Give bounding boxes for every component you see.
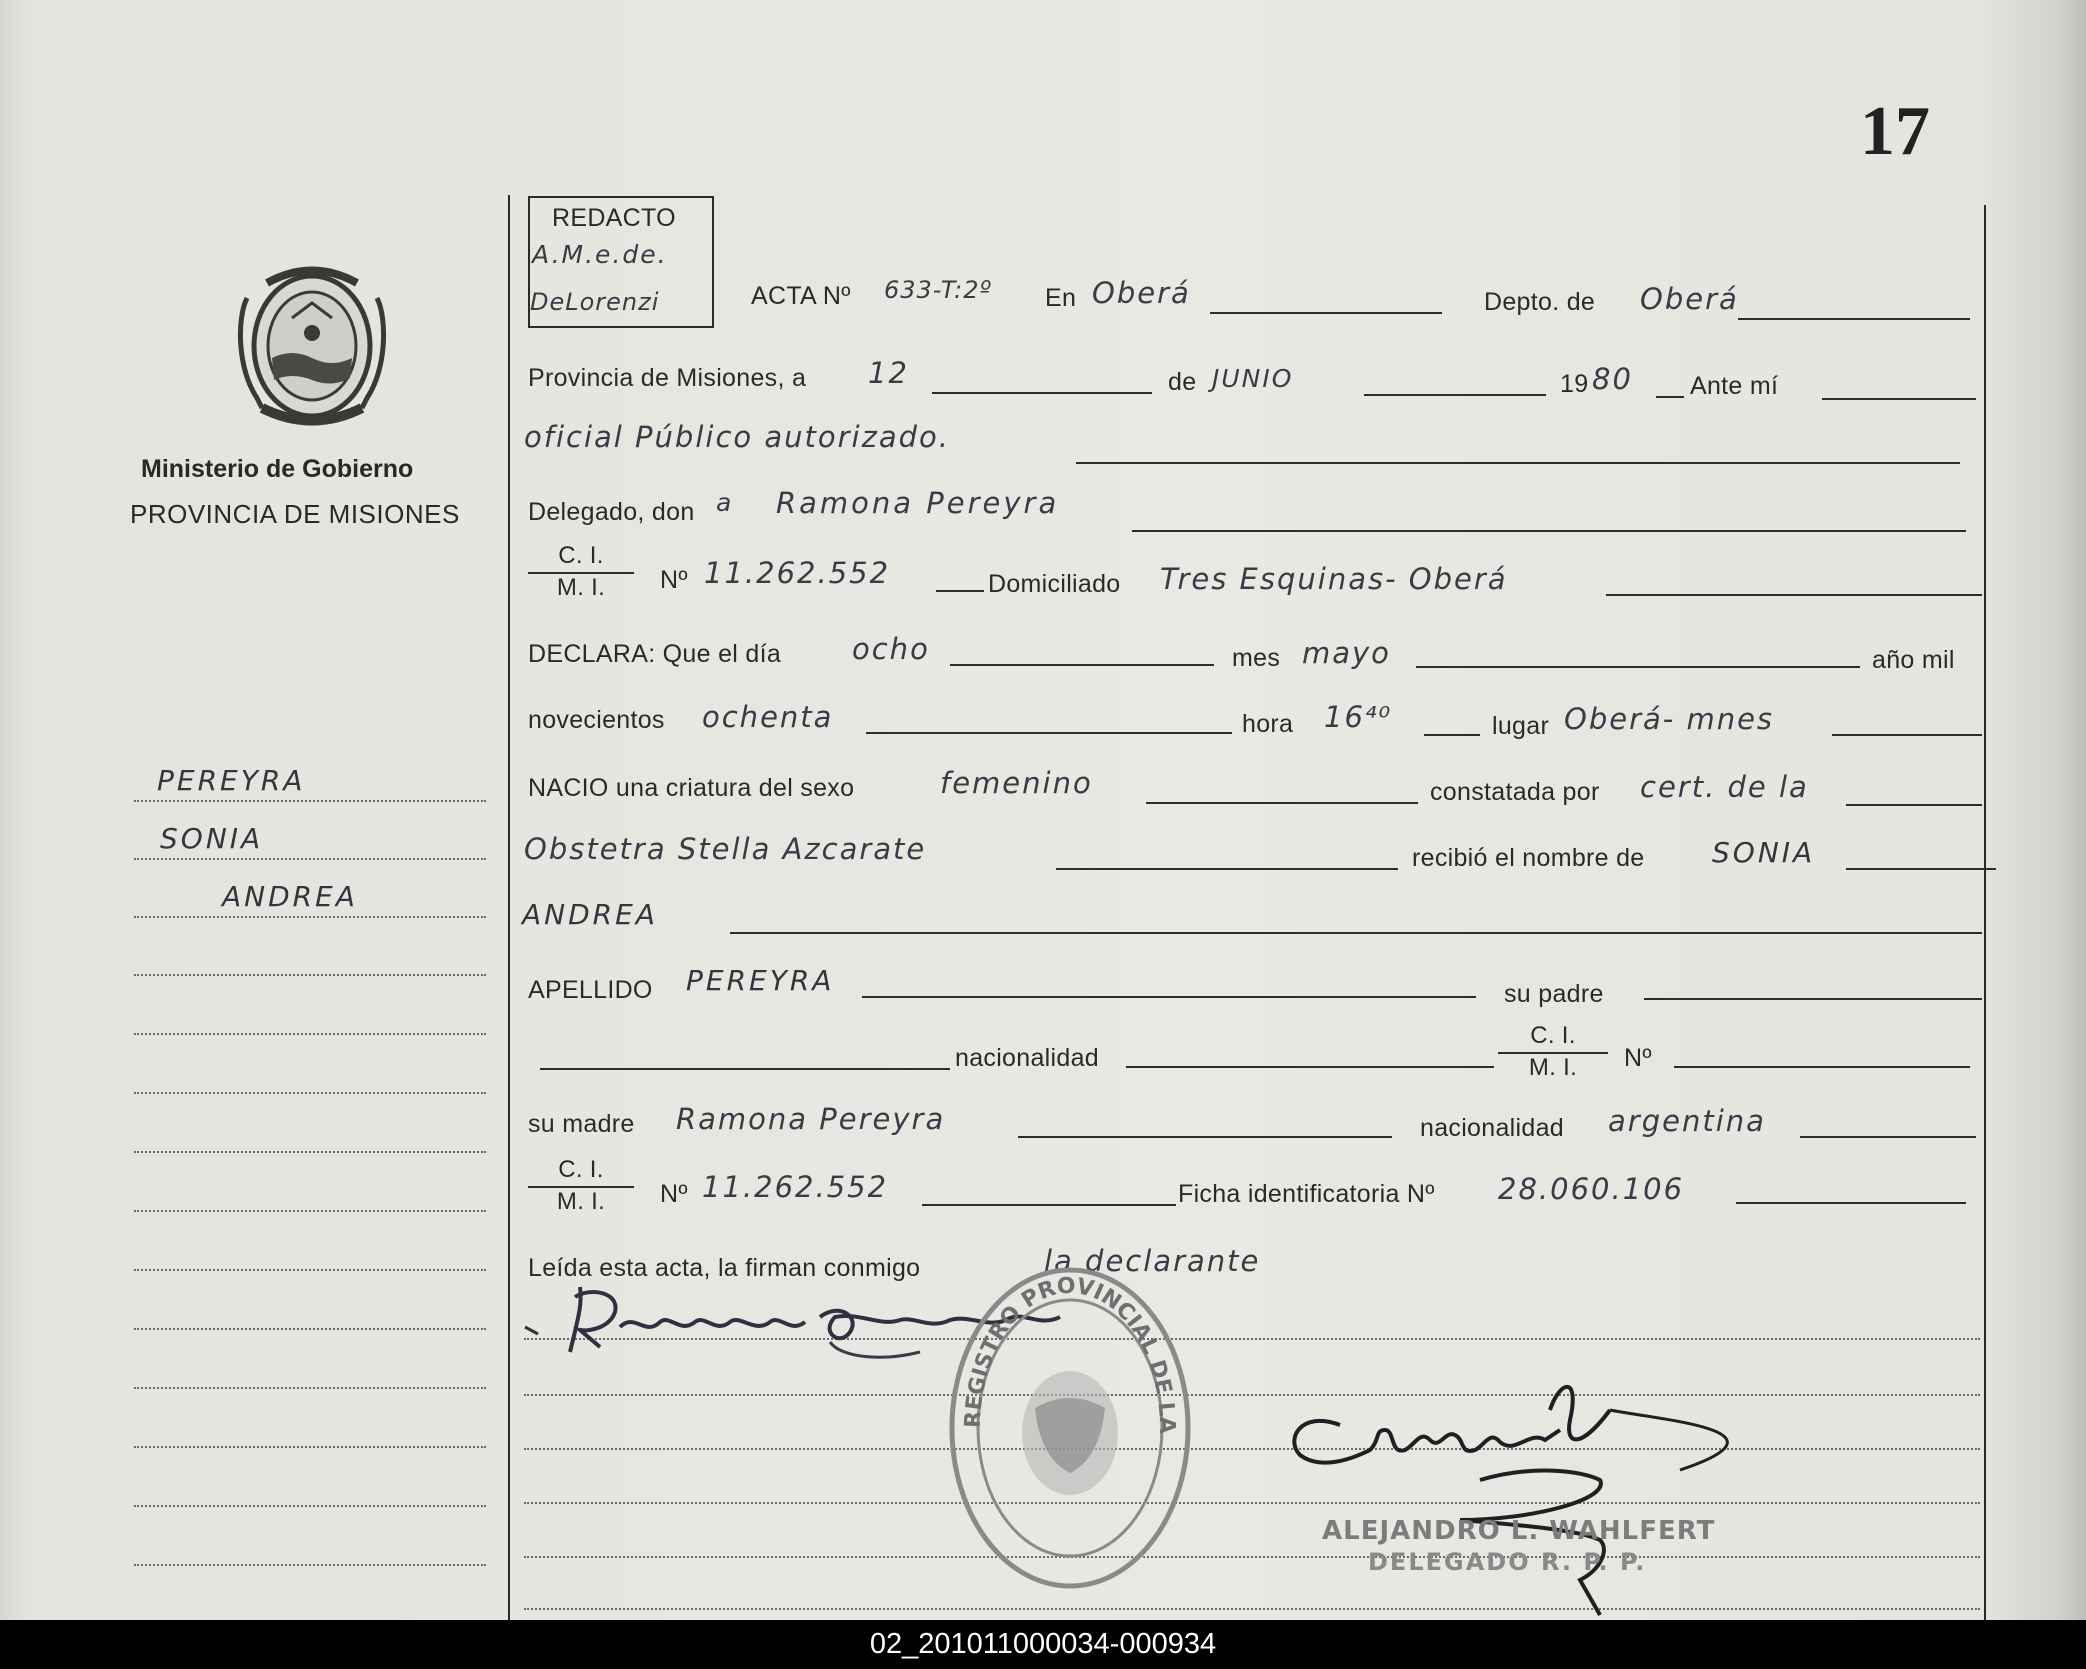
domicilio-label: Domiciliado xyxy=(988,570,1121,598)
ci-mi-fraction xyxy=(528,542,634,602)
official-stamp xyxy=(940,1258,1200,1603)
apellido-label: APELLIDO xyxy=(528,976,653,1004)
margin-line xyxy=(134,1092,486,1094)
ficha-line xyxy=(1736,1202,1966,1204)
day-value: 12 xyxy=(868,356,909,390)
mes-label: mes xyxy=(1232,644,1281,672)
madre-nac-label: nacionalidad xyxy=(1420,1114,1564,1142)
redacto-name-2: DeLorenzi xyxy=(530,288,660,316)
ante-label: Ante mí xyxy=(1690,372,1779,400)
margin-line xyxy=(134,1505,486,1507)
lugar-label: lugar xyxy=(1492,712,1550,740)
depto-label: Depto. de xyxy=(1484,288,1596,316)
depto-value: Oberá xyxy=(1640,282,1739,316)
id-line xyxy=(936,590,984,592)
obstetra-value: Obstetra Stella Azcarate xyxy=(524,832,927,866)
constatada-label: constatada por xyxy=(1430,778,1600,806)
ficha-label: Ficha identificatoria Nº xyxy=(1178,1180,1435,1208)
padre-ci-label: C. I. xyxy=(1498,1022,1608,1054)
sexo-value: femenino xyxy=(940,766,1093,800)
year-suffix: 80 xyxy=(1592,362,1633,396)
padre-line xyxy=(1644,998,1982,1000)
footer-identifier: 02_201011000034-000934 xyxy=(0,1620,2086,1669)
nombre-line-2 xyxy=(730,932,1982,934)
mes-value: mayo xyxy=(1302,636,1391,670)
redacto-label: REDACTO xyxy=(552,204,676,232)
novecientos-line xyxy=(866,732,1232,734)
mi-label: M. I. xyxy=(556,574,606,601)
leida-label: Leída esta acta, la firman conmigo xyxy=(528,1254,921,1282)
officer-title: DELEGADO R. P. P. xyxy=(1368,1548,1647,1576)
declara-label: DECLARA: Que el día xyxy=(528,640,782,668)
delegado-hand-suffix: a xyxy=(716,488,734,517)
margin-line xyxy=(134,1269,486,1271)
apellido-value: PEREYRA xyxy=(686,964,835,997)
margin-line xyxy=(134,1387,486,1389)
province-title: PROVINCIA DE MISIONES xyxy=(130,499,460,529)
margin-middlename: ANDREA xyxy=(222,880,358,913)
domicilio-value: Tres Esquinas- Oberá xyxy=(1160,562,1508,596)
recibio-label: recibió el nombre de xyxy=(1412,844,1645,872)
padre-ci-mi-fraction xyxy=(1498,1022,1608,1082)
stamp-text: REGISTRO PROVINCIAL DE LA xyxy=(960,1273,1180,1434)
prov-label: Provincia de Misiones, a xyxy=(528,364,807,392)
en-label: En xyxy=(1045,284,1077,312)
nombre-line xyxy=(1846,868,1996,870)
delegado-line xyxy=(1132,530,1966,532)
margin-line xyxy=(134,1328,486,1330)
novecientos-label: novecientos xyxy=(528,706,665,734)
madre-id-number: 11.262.552 xyxy=(702,1170,889,1204)
madre-nac-value: argentina xyxy=(1608,1104,1766,1138)
apellido-line xyxy=(862,996,1476,998)
margin-line xyxy=(134,858,486,860)
padre-no-label: Nº xyxy=(1624,1044,1652,1072)
nombre-value: SONIA xyxy=(1712,836,1816,869)
margin-line xyxy=(134,1210,486,1212)
en-line xyxy=(1210,312,1442,314)
hora-value: 16⁴⁰ xyxy=(1324,700,1393,734)
padre-mi-label: M. I. xyxy=(1528,1054,1578,1081)
month-line xyxy=(1364,394,1546,396)
padre-nac-line xyxy=(1126,1066,1494,1068)
madre-line xyxy=(1018,1136,1392,1138)
padre-nac-label: nacionalidad xyxy=(955,1044,1099,1072)
ante-line xyxy=(1822,398,1976,400)
margin-line xyxy=(134,1446,486,1448)
mes-line xyxy=(1416,666,1860,668)
margin-line xyxy=(134,974,486,976)
padre-name-line xyxy=(540,1068,950,1070)
form-left-border xyxy=(508,195,510,1620)
hora-line xyxy=(1424,734,1480,736)
padre-no-line xyxy=(1674,1066,1970,1068)
constatada-line xyxy=(1846,804,1982,806)
madre-mi-label: M. I. xyxy=(556,1188,606,1215)
hora-label: hora xyxy=(1242,710,1294,738)
margin-surname: PEREYRA xyxy=(157,764,306,797)
madre-value: Ramona Pereyra xyxy=(676,1102,946,1136)
id-number: 11.262.552 xyxy=(704,556,891,590)
madre-label: su madre xyxy=(528,1110,635,1138)
delegado-label: Delegado, don xyxy=(528,498,695,526)
en-value: Oberá xyxy=(1092,276,1191,310)
nombre-value-2: ANDREA xyxy=(522,898,658,931)
province-emblem-icon xyxy=(232,258,392,438)
acta-label: ACTA Nº xyxy=(751,282,851,310)
madre-ci-label: C. I. xyxy=(528,1156,634,1188)
margin-line xyxy=(134,1564,486,1566)
oficial-line xyxy=(1076,462,1960,464)
margin-line xyxy=(134,800,486,802)
dia-line xyxy=(950,664,1214,666)
page-number: 17 xyxy=(1860,93,1930,170)
madre-nac-line xyxy=(1800,1136,1976,1138)
ministry-title: Ministerio de Gobierno xyxy=(141,455,414,483)
madre-id-line xyxy=(922,1204,1176,1206)
padre-label: su padre xyxy=(1504,980,1604,1008)
redacto-name-1: A.M.e.de. xyxy=(532,240,668,269)
month-value: JUNIO xyxy=(1212,364,1294,393)
officer-signature xyxy=(1280,1370,1800,1625)
lugar-line xyxy=(1832,734,1982,736)
depto-line xyxy=(1738,318,1970,320)
acta-number: 633-T:2º xyxy=(884,276,992,304)
day-line xyxy=(932,392,1152,394)
de-label: de xyxy=(1168,368,1197,396)
oficial-value: oficial Público autorizado. xyxy=(524,420,950,454)
madre-no-label: Nº xyxy=(660,1180,688,1208)
nacio-label: NACIO una criatura del sexo xyxy=(528,774,855,802)
no-label: Nº xyxy=(660,566,688,594)
constatada-value: cert. de la xyxy=(1640,770,1809,804)
madre-ci-mi-fraction xyxy=(528,1156,634,1216)
officer-name: ALEJANDRO L. WAHLFERT xyxy=(1322,1516,1716,1546)
margin-firstname: SONIA xyxy=(160,822,264,855)
ficha-value: 28.060.106 xyxy=(1498,1172,1685,1206)
novecientos-value: ochenta xyxy=(702,700,834,734)
obstetra-line xyxy=(1056,868,1398,870)
domicilio-line xyxy=(1606,594,1982,596)
ci-label: C. I. xyxy=(528,542,634,574)
margin-line xyxy=(134,1033,486,1035)
lugar-value: Oberá- mnes xyxy=(1564,702,1775,736)
form-right-border xyxy=(1984,205,1986,1620)
ano-label: año mil xyxy=(1872,646,1955,674)
sexo-line xyxy=(1146,802,1418,804)
leida-value: la declarante xyxy=(1044,1244,1261,1278)
margin-line xyxy=(134,1151,486,1153)
dia-value: ocho xyxy=(852,632,930,666)
year-line xyxy=(1656,396,1684,398)
year-prefix: 19 xyxy=(1560,370,1589,398)
margin-line xyxy=(134,916,486,918)
delegado-name: Ramona Pereyra xyxy=(776,486,1060,520)
